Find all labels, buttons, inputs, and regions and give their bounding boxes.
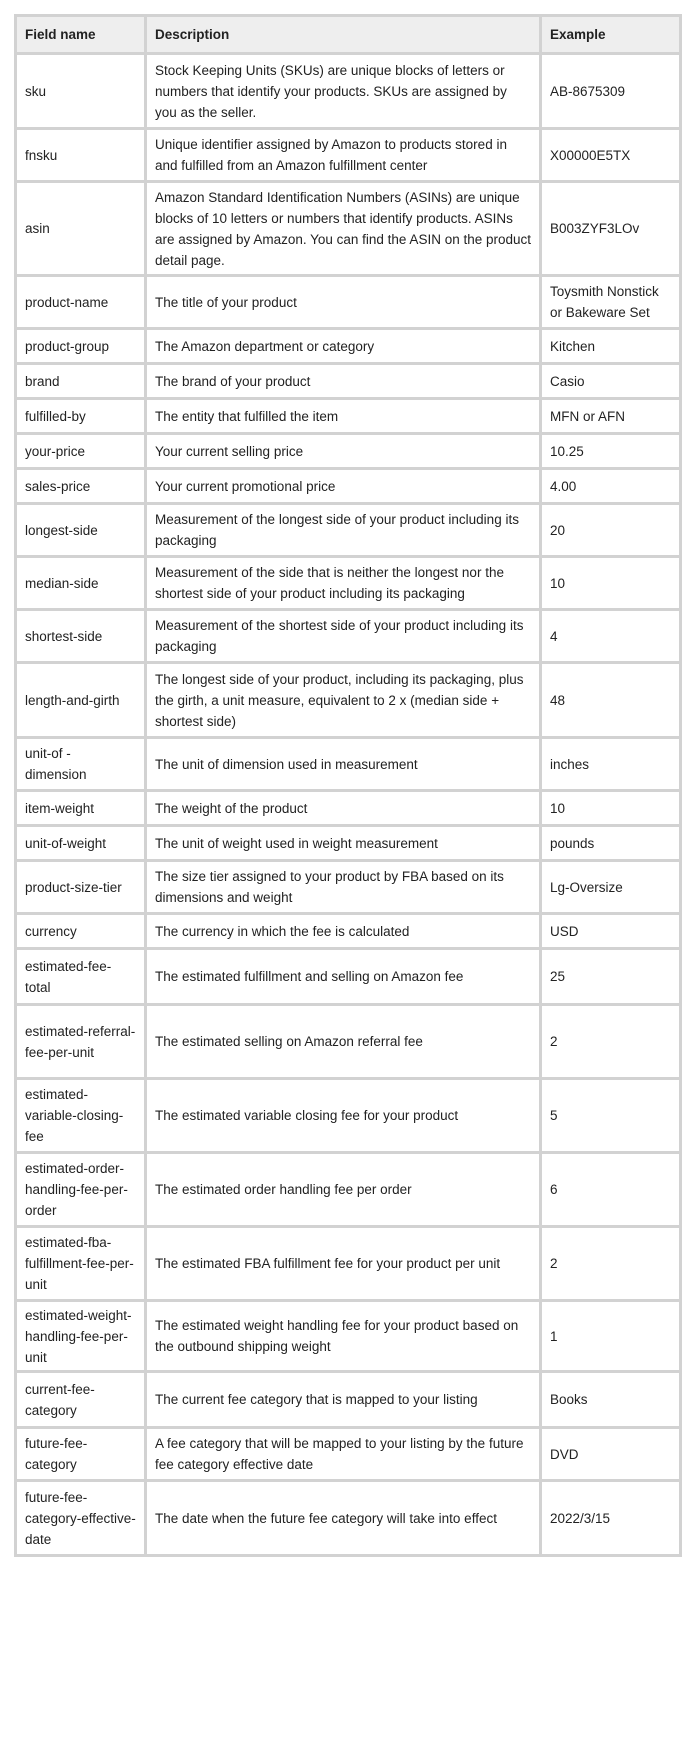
example-cell: Casio [541, 364, 681, 399]
table-row [16, 1227, 681, 1301]
table-row [16, 610, 681, 663]
description-cell: The unit of weight used in weight measurement [146, 826, 541, 861]
field-name-cell: median-side [16, 557, 146, 610]
field-name-cell: unit-of-weight [16, 826, 146, 861]
table-row [16, 276, 681, 329]
table-row [16, 399, 681, 434]
table-row [16, 1079, 681, 1153]
header-example: Example [541, 16, 681, 54]
description-cell: The Amazon department or category [146, 329, 541, 364]
table-row [16, 129, 681, 182]
description-cell: The size tier assigned to your product by FBA based on its dimensions and weight [146, 861, 541, 914]
table-row [16, 469, 681, 504]
description-cell: The date when the future fee category will take into effect [146, 1481, 541, 1556]
description-cell: The current fee category that is mapped to your listing [146, 1372, 541, 1428]
example-cell: 4 [541, 610, 681, 663]
table-row [16, 1005, 681, 1079]
field-name-cell: fulfilled-by [16, 399, 146, 434]
description-cell: Measurement of the longest side of your product including its packaging [146, 504, 541, 557]
example-cell: B003ZYF3LOv [541, 182, 681, 276]
example-cell: 25 [541, 949, 681, 1005]
description-cell: The estimated FBA fulfillment fee for your product per unit [146, 1227, 541, 1301]
fields-table-container [14, 14, 679, 1557]
field-name-cell: brand [16, 364, 146, 399]
description-cell: The estimated selling on Amazon referral fee [146, 1005, 541, 1079]
field-name-cell: longest-side [16, 504, 146, 557]
table-row [16, 1301, 681, 1372]
description-cell: The title of your product [146, 276, 541, 329]
field-name-cell: asin [16, 182, 146, 276]
example-cell: 2 [541, 1005, 681, 1079]
field-name-cell: estimated-weight-handling-fee-per-unit [16, 1301, 146, 1372]
example-cell: 10 [541, 791, 681, 826]
table-row [16, 364, 681, 399]
description-cell: The longest side of your product, including its packaging, plus the girth, a unit measure, equivalent to 2 x (median side + shortest side) [146, 663, 541, 738]
example-cell: AB-8675309 [541, 54, 681, 129]
field-name-cell: sales-price [16, 469, 146, 504]
field-name-cell: estimated-referral-fee-per-unit [16, 1005, 146, 1079]
field-name-cell: currency [16, 914, 146, 949]
field-name-cell: future-fee-category-effective-date [16, 1481, 146, 1556]
table-row [16, 182, 681, 276]
table-row [16, 504, 681, 557]
description-cell: Unique identifier assigned by Amazon to products stored in and fulfilled from an Amazon fulfillment center [146, 129, 541, 182]
description-cell: The unit of dimension used in measurement [146, 738, 541, 791]
example-cell: 6 [541, 1153, 681, 1227]
description-cell: The estimated variable closing fee for your product [146, 1079, 541, 1153]
description-cell: Your current selling price [146, 434, 541, 469]
field-name-cell: sku [16, 54, 146, 129]
table-row [16, 1428, 681, 1481]
field-name-cell: estimated-fee-total [16, 949, 146, 1005]
table-row [16, 949, 681, 1005]
table-row [16, 861, 681, 914]
table-row [16, 663, 681, 738]
example-cell: USD [541, 914, 681, 949]
example-cell: Toysmith Nonstick or Bakeware Set [541, 276, 681, 329]
example-cell: pounds [541, 826, 681, 861]
table-row [16, 914, 681, 949]
description-cell: Your current promotional price [146, 469, 541, 504]
field-name-cell: length-and-girth [16, 663, 146, 738]
description-cell: Measurement of the shortest side of your product including its packaging [146, 610, 541, 663]
example-cell: 10 [541, 557, 681, 610]
example-cell: inches [541, 738, 681, 791]
example-cell: 2022/3/15 [541, 1481, 681, 1556]
table-row [16, 557, 681, 610]
example-cell: X00000E5TX [541, 129, 681, 182]
table-row [16, 791, 681, 826]
example-cell: 10.25 [541, 434, 681, 469]
example-cell: Kitchen [541, 329, 681, 364]
field-name-cell: product-name [16, 276, 146, 329]
table-row [16, 434, 681, 469]
description-cell: The weight of the product [146, 791, 541, 826]
field-name-cell: estimated-order-handling-fee-per-order [16, 1153, 146, 1227]
description-cell: Stock Keeping Units (SKUs) are unique blocks of letters or numbers that identify your products. SKUs are assigned by you as the seller. [146, 54, 541, 129]
example-cell: 1 [541, 1301, 681, 1372]
example-cell: 48 [541, 663, 681, 738]
description-cell: Measurement of the side that is neither the longest nor the shortest side of your product including its packaging [146, 557, 541, 610]
table-row [16, 738, 681, 791]
field-name-cell: item-weight [16, 791, 146, 826]
example-cell: 5 [541, 1079, 681, 1153]
description-cell: The currency in which the fee is calculated [146, 914, 541, 949]
example-cell: DVD [541, 1428, 681, 1481]
field-name-cell: product-size-tier [16, 861, 146, 914]
fields-table [14, 14, 682, 1557]
field-name-cell: product-group [16, 329, 146, 364]
table-row [16, 1372, 681, 1428]
description-cell: The entity that fulfilled the item [146, 399, 541, 434]
description-cell: A fee category that will be mapped to your listing by the future fee category effective date [146, 1428, 541, 1481]
table-row [16, 826, 681, 861]
example-cell: 2 [541, 1227, 681, 1301]
field-name-cell: future-fee-category [16, 1428, 146, 1481]
example-cell: 20 [541, 504, 681, 557]
description-cell: The estimated fulfillment and selling on Amazon fee [146, 949, 541, 1005]
field-name-cell: fnsku [16, 129, 146, 182]
header-field-name: Field name [16, 16, 146, 54]
table-header-row [16, 16, 681, 54]
example-cell: Books [541, 1372, 681, 1428]
field-name-cell: your-price [16, 434, 146, 469]
field-name-cell: estimated-variable-closing-fee [16, 1079, 146, 1153]
example-cell: MFN or AFN [541, 399, 681, 434]
table-row [16, 1153, 681, 1227]
description-cell: Amazon Standard Identification Numbers (ASINs) are unique blocks of 10 letters or numbers that identify products. ASINs are assigned by Amazon. You can find the ASIN on the product detail page. [146, 182, 541, 276]
example-cell: Lg-Oversize [541, 861, 681, 914]
field-name-cell: unit-of - dimension [16, 738, 146, 791]
table-row [16, 1481, 681, 1556]
table-row [16, 54, 681, 129]
example-cell: 4.00 [541, 469, 681, 504]
description-cell: The brand of your product [146, 364, 541, 399]
table-row [16, 329, 681, 364]
description-cell: The estimated order handling fee per order [146, 1153, 541, 1227]
field-name-cell: estimated-fba-fulfillment-fee-per-unit [16, 1227, 146, 1301]
description-cell: The estimated weight handling fee for your product based on the outbound shipping weight [146, 1301, 541, 1372]
field-name-cell: current-fee-category [16, 1372, 146, 1428]
header-description: Description [146, 16, 541, 54]
field-name-cell: shortest-side [16, 610, 146, 663]
